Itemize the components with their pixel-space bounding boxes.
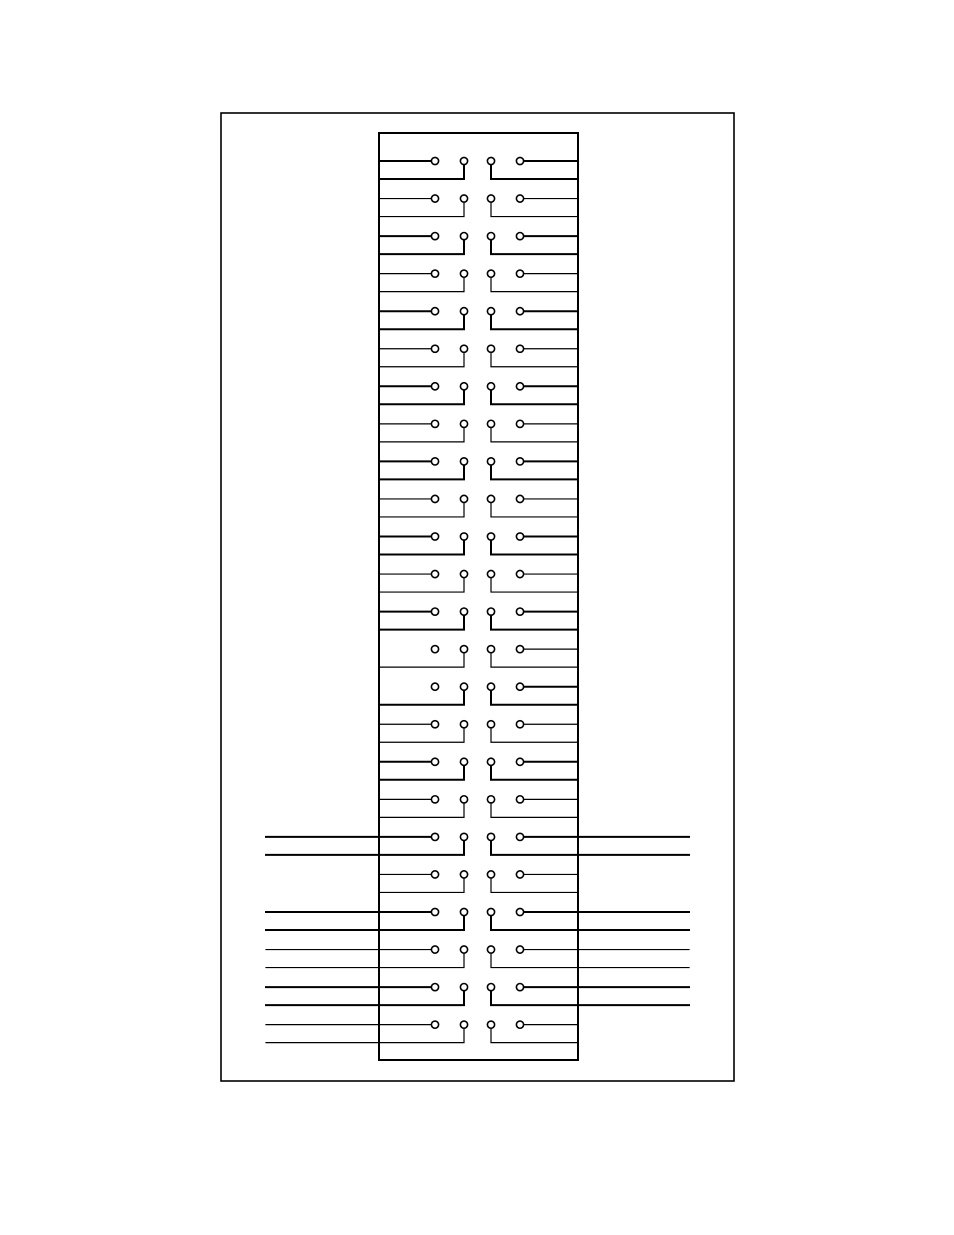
terminal-row-12-d xyxy=(516,570,523,577)
terminal-row-14-d xyxy=(516,646,523,653)
jumper-row-24-left xyxy=(266,1028,464,1042)
terminal-row-23-c xyxy=(487,984,494,991)
terminal-row-12-c xyxy=(487,570,494,577)
terminal-layer xyxy=(431,157,523,1028)
terminal-row-2-d xyxy=(516,195,523,202)
terminal-row-12-b xyxy=(460,570,467,577)
terminal-row-22-c xyxy=(487,946,494,953)
terminal-row-17-d xyxy=(516,758,523,765)
terminal-row-6-c xyxy=(487,345,494,352)
terminal-row-24-b xyxy=(460,1021,467,1028)
terminal-row-3-a xyxy=(431,233,438,240)
terminal-row-20-d xyxy=(516,871,523,878)
terminal-row-17-b xyxy=(460,758,467,765)
terminal-row-8-b xyxy=(460,420,467,427)
terminal-row-9-d xyxy=(516,458,523,465)
jumper-row-3-right xyxy=(491,240,578,254)
terminal-row-21-c xyxy=(487,908,494,915)
wiring-layer xyxy=(266,161,689,1043)
jumper-row-2-left xyxy=(379,202,464,216)
jumper-row-23-left xyxy=(266,991,464,1005)
terminal-row-19-b xyxy=(460,833,467,840)
terminal-row-14-c xyxy=(487,646,494,653)
terminal-block xyxy=(379,133,578,1060)
terminal-row-24-d xyxy=(516,1021,523,1028)
terminal-row-7-c xyxy=(487,383,494,390)
jumper-row-7-right xyxy=(491,390,578,404)
terminal-row-4-d xyxy=(516,270,523,277)
terminal-row-10-a xyxy=(431,495,438,502)
terminal-row-18-d xyxy=(516,796,523,803)
jumper-row-22-left xyxy=(266,953,464,967)
terminal-row-11-d xyxy=(516,533,523,540)
terminal-row-14-b xyxy=(460,646,467,653)
jumper-row-5-left xyxy=(379,315,464,329)
terminal-row-15-c xyxy=(487,683,494,690)
terminal-row-20-b xyxy=(460,871,467,878)
jumper-row-1-right xyxy=(491,165,578,179)
jumper-row-16-right xyxy=(491,728,578,742)
terminal-row-13-c xyxy=(487,608,494,615)
terminal-row-10-c xyxy=(487,495,494,502)
terminal-row-5-a xyxy=(431,308,438,315)
jumper-row-15-left xyxy=(379,690,464,704)
terminal-row-20-a xyxy=(431,871,438,878)
jumper-row-6-right xyxy=(491,352,578,366)
terminal-row-4-c xyxy=(487,270,494,277)
jumper-row-6-left xyxy=(379,352,464,366)
terminal-row-1-a xyxy=(431,157,438,164)
jumper-row-17-left xyxy=(379,765,464,779)
terminal-row-10-b xyxy=(460,495,467,502)
jumper-row-21-right xyxy=(491,916,689,930)
terminal-row-5-b xyxy=(460,308,467,315)
jumper-row-20-right xyxy=(491,878,578,892)
jumper-row-11-right xyxy=(491,540,578,554)
jumper-row-21-left xyxy=(266,916,464,930)
jumper-row-9-left xyxy=(379,465,464,479)
jumper-row-5-right xyxy=(491,315,578,329)
jumper-row-3-left xyxy=(379,240,464,254)
terminal-row-10-d xyxy=(516,495,523,502)
terminal-row-18-b xyxy=(460,796,467,803)
jumper-row-4-left xyxy=(379,277,464,291)
terminal-row-15-b xyxy=(460,683,467,690)
terminal-row-23-b xyxy=(460,984,467,991)
jumper-row-12-right xyxy=(491,578,578,592)
jumper-row-15-right xyxy=(491,690,578,704)
terminal-row-8-d xyxy=(516,420,523,427)
terminal-row-18-a xyxy=(431,796,438,803)
jumper-row-10-right xyxy=(491,503,578,517)
jumper-row-22-right xyxy=(491,953,689,967)
terminal-row-21-a xyxy=(431,908,438,915)
terminal-row-14-a xyxy=(431,646,438,653)
terminal-row-7-d xyxy=(516,383,523,390)
terminal-row-22-b xyxy=(460,946,467,953)
terminal-row-23-d xyxy=(516,984,523,991)
jumper-row-4-right xyxy=(491,277,578,291)
terminal-row-3-d xyxy=(516,233,523,240)
terminal-row-1-c xyxy=(487,157,494,164)
jumper-row-17-right xyxy=(491,765,578,779)
terminal-row-4-b xyxy=(460,270,467,277)
jumper-row-10-left xyxy=(379,503,464,517)
terminal-row-6-d xyxy=(516,345,523,352)
jumper-row-19-right xyxy=(491,841,689,855)
jumper-row-7-left xyxy=(379,390,464,404)
jumper-row-9-right xyxy=(491,465,578,479)
terminal-row-9-c xyxy=(487,458,494,465)
terminal-row-22-a xyxy=(431,946,438,953)
jumper-row-18-right xyxy=(491,803,578,817)
terminal-row-8-c xyxy=(487,420,494,427)
terminal-row-3-b xyxy=(460,233,467,240)
terminal-row-18-c xyxy=(487,796,494,803)
outer-frame xyxy=(221,113,734,1081)
terminal-row-15-d xyxy=(516,683,523,690)
terminal-row-13-a xyxy=(431,608,438,615)
terminal-row-12-a xyxy=(431,570,438,577)
jumper-row-8-left xyxy=(379,427,464,441)
jumper-row-13-left xyxy=(379,615,464,629)
terminal-row-17-a xyxy=(431,758,438,765)
terminal-row-11-c xyxy=(487,533,494,540)
jumper-row-11-left xyxy=(379,540,464,554)
terminal-row-16-c xyxy=(487,721,494,728)
jumper-row-18-left xyxy=(379,803,464,817)
terminal-row-2-a xyxy=(431,195,438,202)
terminal-row-23-a xyxy=(431,984,438,991)
terminal-row-2-b xyxy=(460,195,467,202)
terminal-row-13-b xyxy=(460,608,467,615)
terminal-row-5-c xyxy=(487,308,494,315)
terminal-row-3-c xyxy=(487,233,494,240)
terminal-row-16-a xyxy=(431,721,438,728)
terminal-row-11-a xyxy=(431,533,438,540)
terminal-row-24-a xyxy=(431,1021,438,1028)
terminal-row-8-a xyxy=(431,420,438,427)
terminal-row-9-a xyxy=(431,458,438,465)
terminal-row-21-b xyxy=(460,908,467,915)
terminal-row-6-a xyxy=(431,345,438,352)
terminal-row-19-d xyxy=(516,833,523,840)
jumper-row-24-right xyxy=(491,1028,578,1042)
jumper-row-19-left xyxy=(266,841,464,855)
terminal-row-11-b xyxy=(460,533,467,540)
jumper-row-1-left xyxy=(379,165,464,179)
terminal-row-19-a xyxy=(431,833,438,840)
jumper-row-8-right xyxy=(491,427,578,441)
terminal-row-6-b xyxy=(460,345,467,352)
terminal-row-9-b xyxy=(460,458,467,465)
terminal-row-17-c xyxy=(487,758,494,765)
terminal-row-19-c xyxy=(487,833,494,840)
terminal-row-7-b xyxy=(460,383,467,390)
terminal-row-22-d xyxy=(516,946,523,953)
terminal-row-20-c xyxy=(487,871,494,878)
jumper-row-20-left xyxy=(379,878,464,892)
jumper-row-23-right xyxy=(491,991,689,1005)
terminal-row-5-d xyxy=(516,308,523,315)
jumper-row-16-left xyxy=(379,728,464,742)
terminal-row-13-d xyxy=(516,608,523,615)
jumper-row-2-right xyxy=(491,202,578,216)
terminal-row-16-b xyxy=(460,721,467,728)
terminal-row-16-d xyxy=(516,721,523,728)
terminal-row-21-d xyxy=(516,908,523,915)
terminal-row-24-c xyxy=(487,1021,494,1028)
terminal-row-1-d xyxy=(516,157,523,164)
terminal-row-2-c xyxy=(487,195,494,202)
jumper-row-14-left xyxy=(379,653,464,667)
terminal-row-4-a xyxy=(431,270,438,277)
jumper-row-12-left xyxy=(379,578,464,592)
terminal-row-7-a xyxy=(431,383,438,390)
terminal-row-1-b xyxy=(460,157,467,164)
jumper-row-14-right xyxy=(491,653,578,667)
terminal-row-15-a xyxy=(431,683,438,690)
jumper-row-13-right xyxy=(491,615,578,629)
